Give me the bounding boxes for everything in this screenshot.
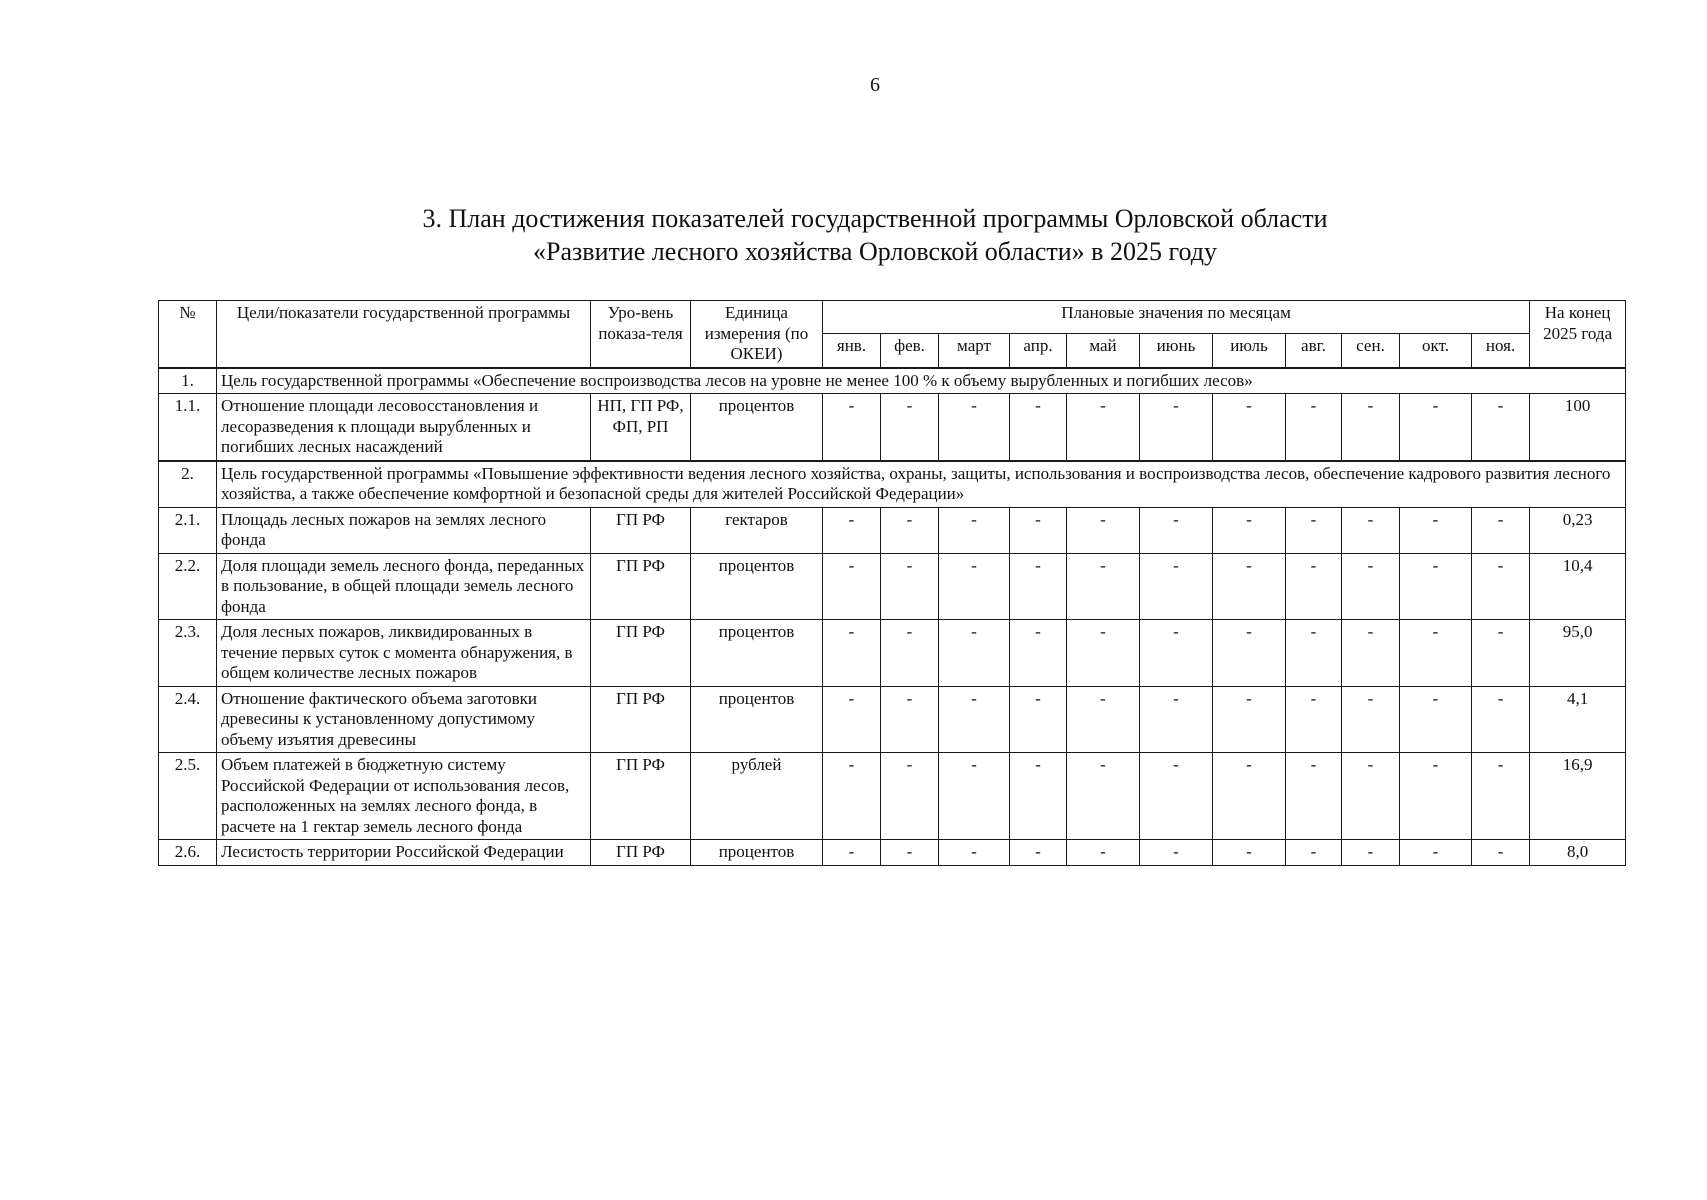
indicator-level: ГП РФ bbox=[591, 753, 691, 840]
end-of-year-value: 0,23 bbox=[1530, 507, 1626, 553]
monthly-value: - bbox=[1400, 507, 1472, 553]
monthly-value: - bbox=[1472, 394, 1530, 461]
row-number: 2. bbox=[159, 461, 217, 508]
monthly-value: - bbox=[1400, 753, 1472, 840]
monthly-value: - bbox=[1472, 840, 1530, 866]
month-header: авг. bbox=[1286, 334, 1342, 368]
month-header: май bbox=[1067, 334, 1140, 368]
monthly-value: - bbox=[1067, 620, 1140, 687]
monthly-value: - bbox=[1010, 620, 1067, 687]
monthly-value: - bbox=[1342, 686, 1400, 753]
monthly-value: - bbox=[1400, 620, 1472, 687]
monthly-value: - bbox=[1286, 553, 1342, 620]
monthly-value: - bbox=[1140, 686, 1213, 753]
monthly-value: - bbox=[939, 394, 1010, 461]
end-of-year-value: 4,1 bbox=[1530, 686, 1626, 753]
monthly-value: - bbox=[939, 507, 1010, 553]
monthly-value: - bbox=[1400, 394, 1472, 461]
monthly-value: - bbox=[1342, 620, 1400, 687]
goal-row bbox=[159, 368, 1626, 394]
title-line-1: 3. План достижения показателей государственной программы Орловской области bbox=[422, 204, 1328, 233]
monthly-value: - bbox=[1010, 394, 1067, 461]
monthly-value: - bbox=[1067, 753, 1140, 840]
indicator-level: ГП РФ bbox=[591, 686, 691, 753]
monthly-value: - bbox=[823, 620, 881, 687]
header-number: № bbox=[159, 301, 217, 368]
monthly-value: - bbox=[823, 840, 881, 866]
end-of-year-value: 95,0 bbox=[1530, 620, 1626, 687]
monthly-value: - bbox=[939, 753, 1010, 840]
end-of-year-value: 8,0 bbox=[1530, 840, 1626, 866]
monthly-value: - bbox=[1286, 394, 1342, 461]
monthly-value: - bbox=[1472, 507, 1530, 553]
month-header: окт. bbox=[1400, 334, 1472, 368]
title-line-2: «Развитие лесного хозяйства Орловской области» в 2025 году bbox=[533, 237, 1217, 266]
monthly-value: - bbox=[1286, 686, 1342, 753]
indicator-unit: процентов bbox=[691, 620, 823, 687]
monthly-value: - bbox=[881, 507, 939, 553]
indicator-row bbox=[159, 620, 1626, 687]
header-end-of-year: На конец 2025 года bbox=[1530, 301, 1626, 368]
header-unit: Единица измерения (по ОКЕИ) bbox=[691, 301, 823, 368]
monthly-value: - bbox=[1342, 507, 1400, 553]
month-header: ноя. bbox=[1472, 334, 1530, 368]
monthly-value: - bbox=[1213, 394, 1286, 461]
monthly-value: - bbox=[1472, 620, 1530, 687]
month-header: апр. bbox=[1010, 334, 1067, 368]
monthly-value: - bbox=[823, 753, 881, 840]
indicator-row bbox=[159, 840, 1626, 866]
indicator-row bbox=[159, 753, 1626, 840]
goal-text: Цель государственной программы «Повышение эффективности ведения лесного хозяйства, охраны, защиты, использования и воспроизводства лесов, обеспечение кадрового развития лесного хозяйства, а также обеспечение комфортной и безопасной среды для жителей Российской Федерации» bbox=[217, 461, 1626, 508]
monthly-value: - bbox=[1472, 553, 1530, 620]
row-number: 2.4. bbox=[159, 686, 217, 753]
monthly-value: - bbox=[881, 686, 939, 753]
page-number: 6 bbox=[870, 74, 880, 96]
monthly-value: - bbox=[1213, 840, 1286, 866]
month-header: март bbox=[939, 334, 1010, 368]
row-number: 2.1. bbox=[159, 507, 217, 553]
month-header: июль bbox=[1213, 334, 1286, 368]
monthly-value: - bbox=[1010, 553, 1067, 620]
monthly-value: - bbox=[1140, 553, 1213, 620]
indicator-name: Доля лесных пожаров, ликвидированных в течение первых суток с момента обнаружения, в общем количестве лесных пожаров bbox=[217, 620, 591, 687]
monthly-value: - bbox=[1286, 620, 1342, 687]
month-header: янв. bbox=[823, 334, 881, 368]
monthly-value: - bbox=[881, 553, 939, 620]
monthly-value: - bbox=[939, 840, 1010, 866]
indicator-row bbox=[159, 394, 1626, 461]
indicator-name: Объем платежей в бюджетную систему Российской Федерации от использования лесов, расположенных на землях лесного фонда, в расчете на 1 гектар земель лесного фонда bbox=[217, 753, 591, 840]
monthly-value: - bbox=[1286, 840, 1342, 866]
monthly-value: - bbox=[823, 394, 881, 461]
monthly-value: - bbox=[1140, 507, 1213, 553]
end-of-year-value: 100 bbox=[1530, 394, 1626, 461]
month-header: сен. bbox=[1342, 334, 1400, 368]
monthly-value: - bbox=[1286, 507, 1342, 553]
indicator-name: Отношение фактического объема заготовки древесины к установленному допустимому объему изъятия древесины bbox=[217, 686, 591, 753]
monthly-value: - bbox=[1342, 753, 1400, 840]
indicator-unit: процентов bbox=[691, 553, 823, 620]
monthly-value: - bbox=[823, 507, 881, 553]
monthly-value: - bbox=[1286, 753, 1342, 840]
indicator-level: ГП РФ bbox=[591, 620, 691, 687]
indicator-row bbox=[159, 686, 1626, 753]
monthly-value: - bbox=[1010, 840, 1067, 866]
indicator-name: Отношение площади лесовосстановления и лесоразведения к площади вырубленных и погибших лесных насаждений bbox=[217, 394, 591, 461]
document-title bbox=[0, 202, 1707, 268]
header-goal: Цели/показатели государственной программы bbox=[217, 301, 591, 368]
header-monthly-group: Плановые значения по месяцам bbox=[823, 301, 1530, 334]
monthly-value: - bbox=[1213, 620, 1286, 687]
monthly-value: - bbox=[823, 686, 881, 753]
monthly-value: - bbox=[1342, 394, 1400, 461]
monthly-value: - bbox=[1213, 553, 1286, 620]
monthly-value: - bbox=[1010, 686, 1067, 753]
monthly-value: - bbox=[1213, 686, 1286, 753]
indicator-unit: процентов bbox=[691, 840, 823, 866]
row-number: 1. bbox=[159, 368, 217, 394]
month-header: июнь bbox=[1140, 334, 1213, 368]
indicator-row bbox=[159, 507, 1626, 553]
indicator-level: НП, ГП РФ, ФП, РП bbox=[591, 394, 691, 461]
goal-row bbox=[159, 461, 1626, 508]
monthly-value: - bbox=[1010, 753, 1067, 840]
monthly-value: - bbox=[1140, 620, 1213, 687]
indicator-name: Доля площади земель лесного фонда, переданных в пользование, в общей площади земель лесного фонда bbox=[217, 553, 591, 620]
row-number: 2.5. bbox=[159, 753, 217, 840]
indicator-level: ГП РФ bbox=[591, 553, 691, 620]
monthly-value: - bbox=[1400, 840, 1472, 866]
indicator-unit: рублей bbox=[691, 753, 823, 840]
monthly-value: - bbox=[939, 620, 1010, 687]
monthly-value: - bbox=[1342, 840, 1400, 866]
row-number: 2.3. bbox=[159, 620, 217, 687]
monthly-value: - bbox=[881, 753, 939, 840]
monthly-value: - bbox=[1140, 394, 1213, 461]
indicator-unit: процентов bbox=[691, 686, 823, 753]
monthly-value: - bbox=[1010, 507, 1067, 553]
monthly-value: - bbox=[823, 553, 881, 620]
monthly-value: - bbox=[1067, 553, 1140, 620]
monthly-value: - bbox=[881, 840, 939, 866]
monthly-value: - bbox=[1342, 553, 1400, 620]
monthly-value: - bbox=[881, 620, 939, 687]
monthly-value: - bbox=[881, 394, 939, 461]
monthly-value: - bbox=[1067, 394, 1140, 461]
monthly-value: - bbox=[1067, 840, 1140, 866]
month-header: фев. bbox=[881, 334, 939, 368]
monthly-value: - bbox=[1213, 753, 1286, 840]
indicator-level: ГП РФ bbox=[591, 840, 691, 866]
indicator-level: ГП РФ bbox=[591, 507, 691, 553]
goal-text: Цель государственной программы «Обеспечение воспроизводства лесов на уровне не менее 100 % к объему вырубленных и погибших лесов» bbox=[217, 368, 1626, 394]
monthly-value: - bbox=[1400, 686, 1472, 753]
monthly-value: - bbox=[1140, 840, 1213, 866]
monthly-value: - bbox=[939, 553, 1010, 620]
indicator-name: Площадь лесных пожаров на землях лесного фонда bbox=[217, 507, 591, 553]
table-header bbox=[159, 301, 1626, 368]
header-level: Уро-вень показа-теля bbox=[591, 301, 691, 368]
row-number: 2.6. bbox=[159, 840, 217, 866]
row-number: 1.1. bbox=[159, 394, 217, 461]
indicator-unit: гектаров bbox=[691, 507, 823, 553]
monthly-value: - bbox=[1213, 507, 1286, 553]
table-body bbox=[159, 368, 1626, 866]
row-number: 2.2. bbox=[159, 553, 217, 620]
monthly-value: - bbox=[939, 686, 1010, 753]
indicator-name: Лесистость территории Российской Федерации bbox=[217, 840, 591, 866]
monthly-value: - bbox=[1140, 753, 1213, 840]
end-of-year-value: 16,9 bbox=[1530, 753, 1626, 840]
indicator-unit: процентов bbox=[691, 394, 823, 461]
monthly-value: - bbox=[1472, 686, 1530, 753]
indicator-plan-table bbox=[158, 300, 1626, 866]
monthly-value: - bbox=[1472, 753, 1530, 840]
monthly-value: - bbox=[1067, 507, 1140, 553]
monthly-value: - bbox=[1067, 686, 1140, 753]
end-of-year-value: 10,4 bbox=[1530, 553, 1626, 620]
indicator-row bbox=[159, 553, 1626, 620]
monthly-value: - bbox=[1400, 553, 1472, 620]
